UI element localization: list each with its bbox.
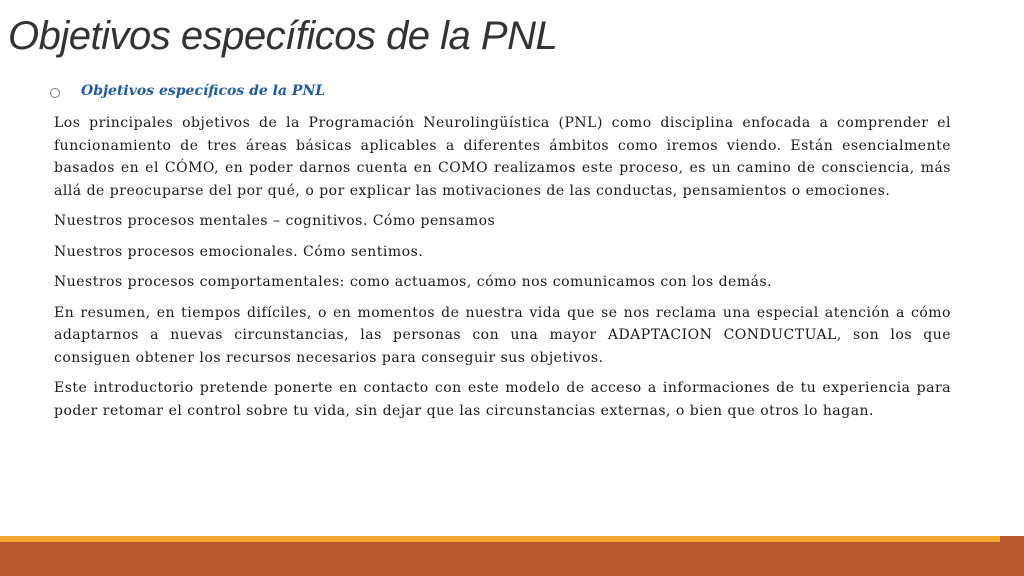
paragraph-intro: Los principales objetivos de la Programación Neurolingüística (PNL) como disciplina enfocada a comprender el funcionamiento de tres áreas básicas aplicables a diferentes ámbitos como iremos viendo. Están esencialmente basados en el CÓMO, en poder darnos cuenta en COMO realizamos este proceso, es un camino de consciencia, más allá de preocuparse del por qué, o por explicar las motivaciones de las conductas, pensamientos o emociones. [54, 115, 951, 199]
body-text [54, 112, 951, 430]
bullet-heading: Objetivos específicos de la PNL [81, 83, 326, 99]
slide-title: Objetivos específicos de la PNL [8, 14, 558, 58]
paragraph-behavioral: Nuestros procesos comportamentales: como actuamos, cómo nos comunicamos con los demás. [54, 274, 773, 290]
bullet-row [50, 80, 325, 102]
paragraph-emotional: Nuestros procesos emocionales. Cómo sentimos. [54, 243, 424, 260]
footer-bar [0, 542, 1024, 576]
paragraph-cognitive: Nuestros procesos mentales – cognitivos. Cómo pensamos [54, 213, 496, 229]
paragraph-closing: Este introductorio pretende ponerte en contacto con este modelo de acceso a informaciones de tu experiencia para poder retomar el control sobre tu vida, sin dejar que las circunstancias externas, o bien que otros lo hagan. [54, 380, 951, 419]
circle-bullet-icon [50, 88, 60, 98]
paragraph-summary: En resumen, en tiempos difíciles, o en momentos de nuestra vida que se nos reclama una especial atención a cómo adaptarnos a nuevas circunstancias, las personas con una mayor ADAPTACION CONDUCTUAL, son los que consiguen obtener los recursos necesarios para conseguir sus objetivos. [54, 304, 951, 366]
